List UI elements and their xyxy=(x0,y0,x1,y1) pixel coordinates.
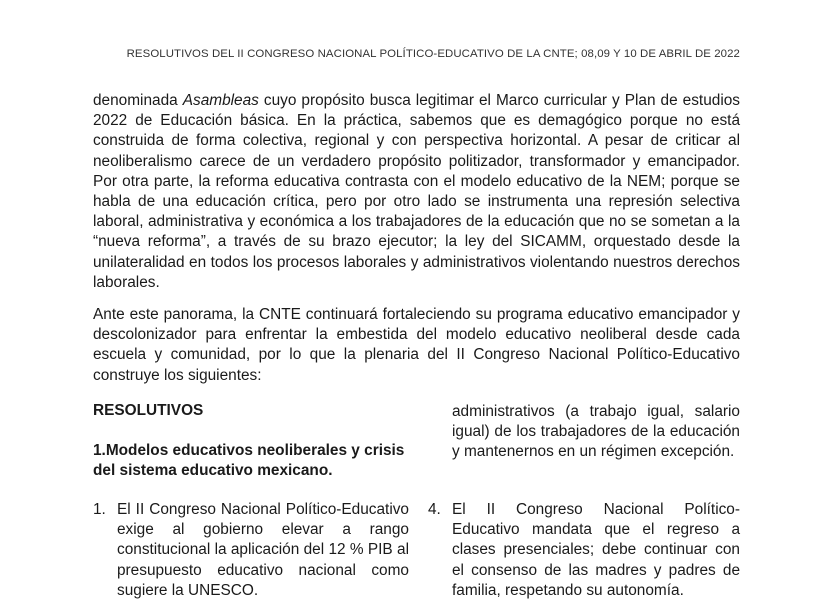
intro-italic-term: Asambleas xyxy=(182,92,259,109)
item-number: 4. xyxy=(428,501,441,518)
resolutivo-item xyxy=(93,500,409,601)
intro-paragraph xyxy=(93,91,740,293)
intro-rest: cuyo propósito busca legitimar el Marco curricular y Plan de estudios 2022 de Educación básica. En la práctica, sabemos que es demagógico porque no está construida de forma colectiva, regional y con perspectiva horizontal. A pesar de criticar al neoliberalismo carece de un verdadero propósito politizador, transformador y emancipador. Por otra parte, la reforma educativa contrasta con el modelo educativo de la NEM; porque se habla de una educación crítica, pero por otro lado se instrumenta una represión selectiva laboral, administrativa y económica a los trabajadores de la educación que no se sometan a la “nueva reforma”, a través de su brazo ejecutor; la ley del SICAMM, orquestado desde la unilateralidad en todos los procesos laborales y administrativos violentando nuestros derechos laborales. xyxy=(93,92,740,291)
item-text: El II Congreso Nacional Político-Educativo mandata que el regreso a clases presenciales; debe continuar con el consenso de las madres y padres de familia, respetando su autonomía. xyxy=(452,501,740,599)
intro-lead: denominada xyxy=(93,92,183,109)
item-number: 1. xyxy=(93,501,106,518)
resolutivo-item xyxy=(428,500,740,601)
running-header: RESOLUTIVOS DEL II CONGRESO NACIONAL POLÍTICO-EDUCATIVO DE LA CNTE; 08,09 Y 10 DE ABRIL DE 2022 xyxy=(126,48,740,60)
section-heading: 1.Modelos educativos neoliberales y crisis del sistema educativo mexicano. xyxy=(93,442,405,480)
context-paragraph: Ante este panorama, la CNTE continuará fortaleciendo su programa educativo emancipador y descolonizador para enfrentar la embestida del modelo educativo neoliberal desde cada escuela y comunidad, por lo que la plenaria del II Congreso Nacional Político-Educativo construye los siguientes: xyxy=(93,306,740,384)
right-column-continuation: administrativos (a trabajo igual, salario igual) de los trabajadores de la educación y mantenernos en un régimen excepción. xyxy=(452,403,740,461)
item-text: El II Congreso Nacional Político-Educativo exige al gobierno elevar a rango constitucional la aplicación del 12 % PIB al presupuesto educativo nacional como sugiere la UNESCO. xyxy=(117,501,409,599)
resolutivos-heading: RESOLUTIVOS xyxy=(93,402,204,419)
